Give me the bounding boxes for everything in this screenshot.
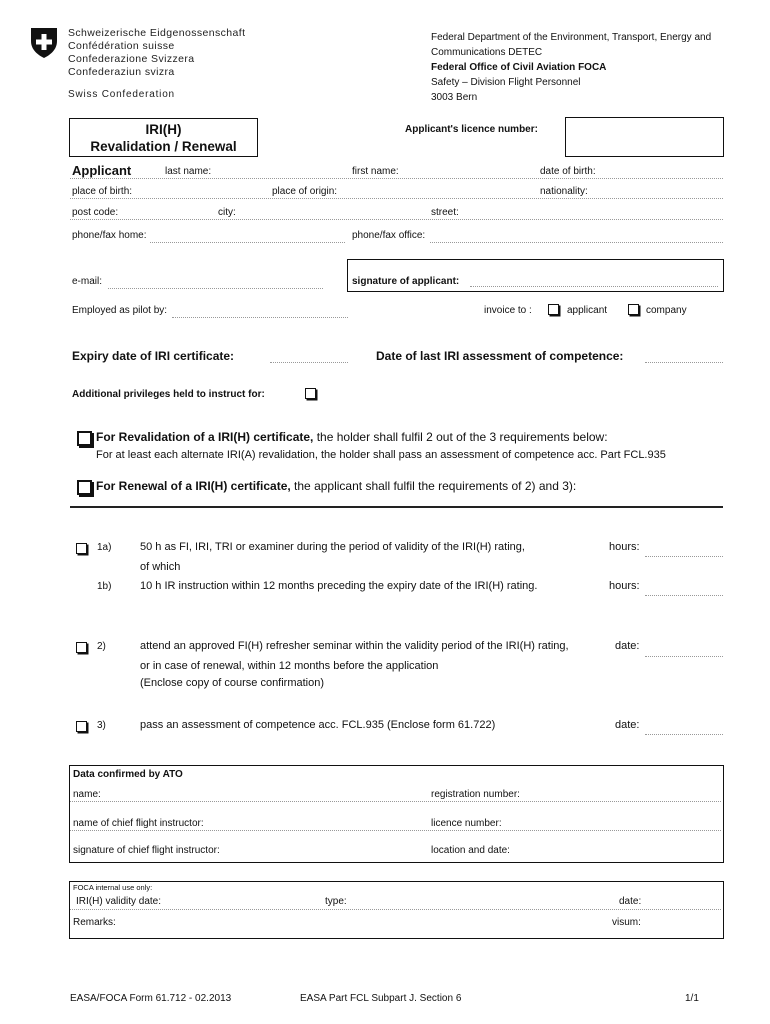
applicant-heading: Applicant <box>72 163 132 178</box>
department-line2: Communications DETEC <box>431 47 543 58</box>
address-row-field[interactable] <box>70 219 723 220</box>
email-field[interactable] <box>108 288 323 289</box>
phone-office-field[interactable] <box>430 242 723 243</box>
title-line1: IRI(H) <box>145 122 182 137</box>
req-1b-hours-label: hours: <box>609 580 640 592</box>
ato-registration-label: registration number: <box>431 789 520 800</box>
foca-type-label: type: <box>325 896 347 907</box>
req-1a-hours-label: hours: <box>609 541 640 553</box>
foca-visum-label: visum: <box>612 917 641 928</box>
requirement-2-checkbox[interactable] <box>76 642 87 653</box>
nationality-label: nationality: <box>540 186 588 197</box>
revalidation-rest: the holder shall fulfil 2 out of the 3 requirements below: <box>313 430 608 444</box>
foca-date-label: date: <box>619 896 642 907</box>
date-of-birth-label: date of birth: <box>540 166 596 177</box>
revalidation-heading <box>96 430 608 444</box>
ato-chief-signature-label: signature of chief flight instructor: <box>73 845 220 856</box>
employed-label: Employed as pilot by: <box>72 305 168 316</box>
swiss-coat-of-arms-logo <box>30 27 58 59</box>
ato-heading: Data confirmed by ATO <box>73 769 183 780</box>
department-line1: Federal Department of the Environment, Transport, Energy and <box>431 32 712 43</box>
invoice-applicant-checkbox[interactable] <box>548 304 559 315</box>
first-name-label: first name: <box>352 166 399 177</box>
office-name: Federal Office of Civil Aviation FOCA <box>431 62 607 73</box>
req-1a-of-which: of which <box>140 561 181 573</box>
req-2-text2: or in case of renewal, within 12 months before the application <box>140 660 439 672</box>
additional-privileges-checkbox[interactable] <box>305 388 316 399</box>
invoice-label: invoice to : <box>484 305 532 316</box>
requirement-1-checkbox[interactable] <box>76 543 87 554</box>
req-1a-number: 1a) <box>97 542 112 553</box>
req-2-number: 2) <box>97 641 106 652</box>
post-code-label: post code: <box>72 207 119 218</box>
employed-field[interactable] <box>172 317 348 318</box>
foca-heading: FOCA internal use only: <box>73 883 153 892</box>
req-2-date-field[interactable] <box>645 656 723 657</box>
phone-home-field[interactable] <box>150 242 345 243</box>
req-1b-number: 1b) <box>97 581 112 592</box>
email-label: e-mail: <box>72 276 103 287</box>
revalidation-note: For at least each alternate IRI(A) revalidation, the holder shall pass an assessment of competence acc. Part FCL.935 <box>96 449 666 461</box>
swiss-confederation-label: Swiss Confederation <box>68 89 175 100</box>
req-3-number: 3) <box>97 720 106 731</box>
ato-chief-name-field[interactable] <box>70 830 721 831</box>
last-assessment-field[interactable] <box>645 362 723 363</box>
additional-privileges-label: Additional privileges held to instruct for: <box>72 389 265 400</box>
ato-chief-name-label: name of chief flight instructor: <box>73 818 204 829</box>
ato-licence-label: licence number: <box>431 818 502 829</box>
place-of-birth-label: place of birth: <box>72 186 133 197</box>
ato-name-field[interactable] <box>70 801 721 802</box>
req-3-text: pass an assessment of competence acc. FCL.935 (Enclose form 61.722) <box>140 719 496 731</box>
invoice-company-label: company <box>646 305 687 316</box>
req-2-date-label: date: <box>615 640 640 652</box>
expiry-label: Expiry date of IRI certificate: <box>72 349 235 363</box>
name-italian: Confederazione Svizzera <box>68 53 195 65</box>
req-3-date-label: date: <box>615 719 640 731</box>
division-name: Safety – Division Flight Personnel <box>431 77 581 88</box>
place-of-origin-label: place of origin: <box>272 186 338 197</box>
ato-name-label: name: <box>73 789 101 800</box>
licence-number-label: Applicant's licence number: <box>405 124 538 135</box>
req-1b-hours-field[interactable] <box>645 595 723 596</box>
section-divider <box>70 506 723 508</box>
req-1a-text: 50 h as FI, IRI, TRI or examiner during the period of validity of the IRI(H) rating, <box>140 541 525 553</box>
name-romansh: Confederaziun svizra <box>68 66 175 78</box>
foca-validity-field[interactable] <box>70 909 721 910</box>
foca-validity-label: IRI(H) validity date: <box>76 896 162 907</box>
title-line2: Revalidation / Renewal <box>90 139 237 154</box>
last-name-label: last name: <box>165 166 212 177</box>
name-german: Schweizerische Eidgenossenschaft <box>68 27 246 39</box>
invoice-applicant-label: applicant <box>567 305 608 316</box>
street-label: street: <box>431 207 459 218</box>
office-city: 3003 Bern <box>431 92 478 103</box>
confederation-names <box>68 27 245 79</box>
phone-home-label: phone/fax home: <box>72 230 147 241</box>
signature-box[interactable] <box>347 259 724 292</box>
footer-part: EASA Part FCL Subpart J. Section 6 <box>300 993 462 1004</box>
phone-office-label: phone/fax office: <box>352 230 426 241</box>
last-assessment-label: Date of last IRI assessment of competence: <box>376 349 624 363</box>
req-2-text3: (Enclose copy of course confirmation) <box>140 677 325 689</box>
req-3-date-field[interactable] <box>645 734 723 735</box>
foca-box <box>69 881 724 939</box>
department-block <box>431 30 711 105</box>
footer-form-id: EASA/FOCA Form 61.712 - 02.2013 <box>70 993 232 1004</box>
footer-page-number: 1/1 <box>685 993 699 1004</box>
renewal-heading <box>96 479 576 493</box>
renewal-checkbox[interactable] <box>77 480 92 495</box>
signature-label: signature of applicant: <box>352 276 460 287</box>
licence-number-input[interactable] <box>565 117 724 157</box>
name-row-field[interactable] <box>70 178 723 179</box>
name-french: Confédération suisse <box>68 40 175 52</box>
renewal-bold: For Renewal of a IRI(H) certificate, <box>96 479 291 493</box>
city-label: city: <box>218 207 236 218</box>
req-1a-hours-field[interactable] <box>645 556 723 557</box>
ato-location-date-label: location and date: <box>431 845 510 856</box>
invoice-company-checkbox[interactable] <box>628 304 639 315</box>
requirement-3-checkbox[interactable] <box>76 721 87 732</box>
renewal-rest: the applicant shall fulfil the requirements of 2) and 3): <box>290 479 577 493</box>
req-1b-text: 10 h IR instruction within 12 months preceding the expiry date of the IRI(H) rating. <box>140 580 538 592</box>
revalidation-bold: For Revalidation of a IRI(H) certificate, <box>96 430 314 444</box>
title-box <box>69 118 258 157</box>
revalidation-checkbox[interactable] <box>77 431 92 446</box>
req-2-text1: attend an approved FI(H) refresher seminar within the validity period of the IRI(H) rating, <box>140 640 569 652</box>
foca-remarks-label: Remarks: <box>73 917 116 928</box>
birth-row-field[interactable] <box>70 198 723 199</box>
expiry-field[interactable] <box>270 362 348 363</box>
signature-field[interactable] <box>470 286 718 287</box>
